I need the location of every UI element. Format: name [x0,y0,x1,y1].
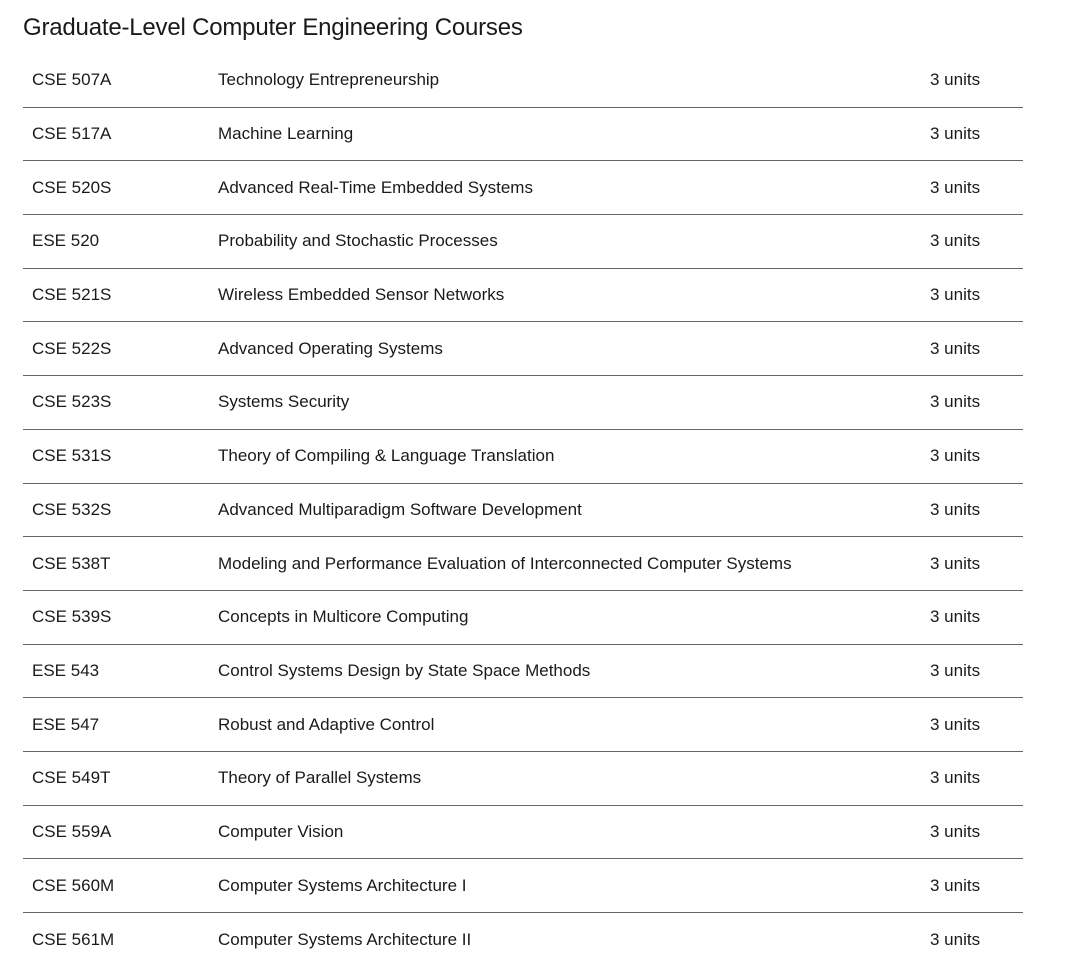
course-row [23,269,1023,323]
course-units: 3 units [930,929,981,949]
course-units: 3 units [930,553,981,573]
course-row [23,698,1023,752]
course-title: Concepts in Multicore Computing [218,607,469,627]
page-title: Graduate-Level Computer Engineering Courses [23,14,523,41]
course-row [23,913,1023,967]
course-code: CSE 531S [32,446,112,466]
course-title: Probability and Stochastic Processes [218,231,498,251]
course-units: 3 units [930,607,981,627]
course-title: Theory of Compiling & Language Translation [218,446,555,466]
course-row [23,322,1023,376]
course-units: 3 units [930,768,981,788]
course-code: CSE 559A [32,821,112,841]
course-row [23,752,1023,806]
course-units: 3 units [930,446,981,466]
course-code: CSE 560M [32,875,115,895]
course-code: CSE 561M [32,929,115,949]
course-row [23,806,1023,860]
course-title: Advanced Multiparadigm Software Development [218,499,582,519]
course-row [23,376,1023,430]
course-units: 3 units [930,70,981,90]
course-list [23,54,1023,967]
course-title: Computer Systems Architecture I [218,875,467,895]
course-units: 3 units [930,231,981,251]
course-units: 3 units [930,714,981,734]
course-units: 3 units [930,338,981,358]
course-units: 3 units [930,124,981,144]
course-title: Computer Vision [218,821,344,841]
course-title: Advanced Operating Systems [218,338,443,358]
course-code: CSE 507A [32,70,112,90]
course-title: Machine Learning [218,124,354,144]
course-row [23,484,1023,538]
course-units: 3 units [930,177,981,197]
course-row [23,537,1023,591]
course-title: Technology Entrepreneurship [218,70,440,90]
course-units: 3 units [930,285,981,305]
course-row [23,645,1023,699]
course-code: CSE 532S [32,499,112,519]
course-row [23,54,1023,108]
course-code: CSE 538T [32,553,111,573]
course-title: Advanced Real-Time Embedded Systems [218,177,533,197]
course-units: 3 units [930,499,981,519]
course-code: CSE 521S [32,285,112,305]
course-title: Computer Systems Architecture II [218,929,472,949]
course-code: CSE 520S [32,177,112,197]
course-code: ESE 520 [32,231,100,251]
course-units: 3 units [930,821,981,841]
course-row [23,161,1023,215]
course-title: Wireless Embedded Sensor Networks [218,285,505,305]
course-code: CSE 549T [32,768,111,788]
course-code: CSE 522S [32,338,112,358]
course-row [23,430,1023,484]
course-row [23,215,1023,269]
course-code: CSE 517A [32,124,112,144]
course-code: CSE 523S [32,392,112,412]
course-row [23,591,1023,645]
course-title: Control Systems Design by State Space Methods [218,660,591,680]
course-row [23,859,1023,913]
course-code: CSE 539S [32,607,112,627]
course-code: ESE 547 [32,714,100,734]
course-title: Theory of Parallel Systems [218,768,422,788]
course-code: ESE 543 [32,660,100,680]
course-units: 3 units [930,875,981,895]
course-row [23,108,1023,162]
course-units: 3 units [930,392,981,412]
course-title: Robust and Adaptive Control [218,714,435,734]
course-title: Modeling and Performance Evaluation of Interconnected Computer Systems [218,553,792,573]
course-title: Systems Security [218,392,350,412]
course-units: 3 units [930,660,981,680]
